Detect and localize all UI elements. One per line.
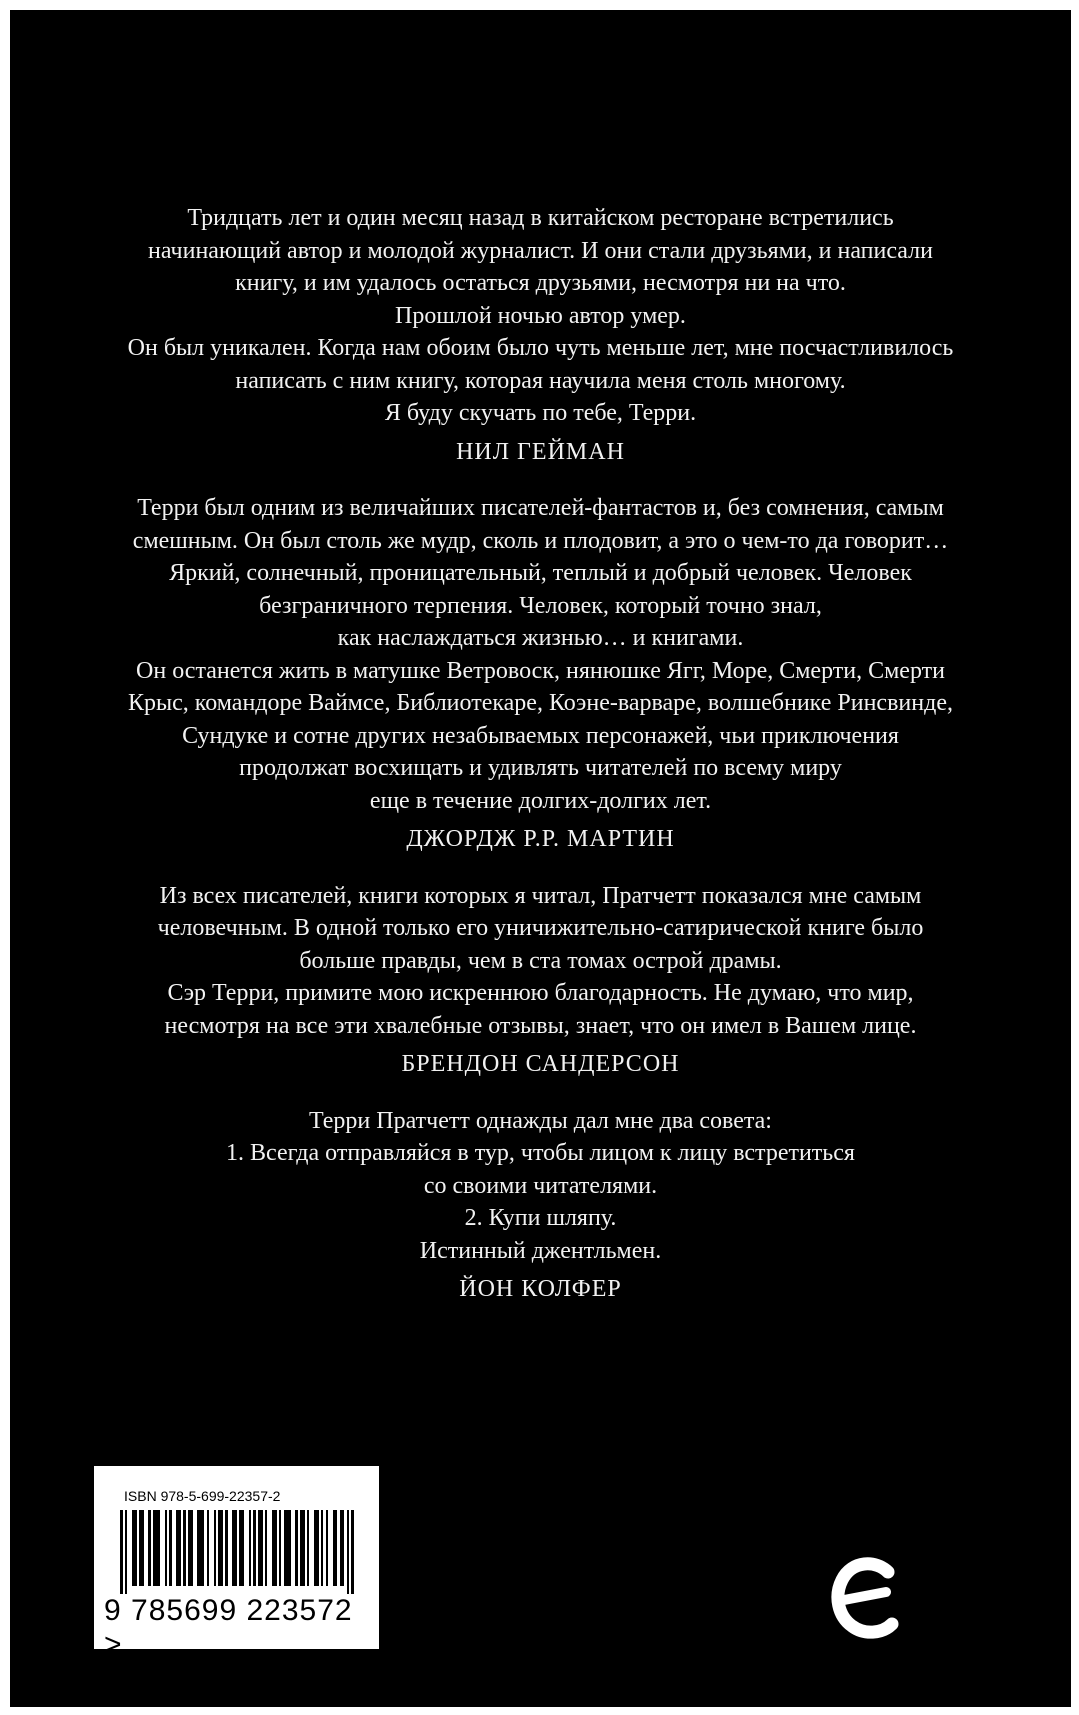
barcode-bar bbox=[179, 1510, 181, 1586]
quote-line: Яркий, солнечный, проницательный, теплый и добрый человек. Человек bbox=[169, 560, 912, 586]
barcode-bar bbox=[214, 1510, 216, 1586]
quote-block bbox=[20, 880, 1061, 1081]
barcode-bar bbox=[333, 1510, 335, 1586]
barcode-bar bbox=[141, 1510, 144, 1586]
barcode-bar bbox=[235, 1510, 237, 1586]
quote-line: Прошлой ночью автор умер. bbox=[395, 302, 686, 329]
barcode-bar bbox=[218, 1510, 221, 1586]
barcode-bar bbox=[265, 1510, 267, 1586]
barcode-bar bbox=[232, 1510, 235, 1586]
barcode-bar bbox=[347, 1510, 349, 1594]
quotes-section bbox=[20, 202, 1061, 1330]
barcode-bar bbox=[190, 1510, 193, 1586]
quote-line: 2. Купи шляпу. bbox=[464, 1205, 617, 1231]
eksmo-logo-icon bbox=[830, 1550, 900, 1646]
barcode-bar bbox=[183, 1510, 186, 1586]
quote-line: Сэр Терри, примите мою искреннюю благодарность. Не думаю, что мир, bbox=[167, 980, 914, 1006]
barcode-bar bbox=[284, 1510, 286, 1586]
barcode-bar bbox=[260, 1510, 263, 1586]
quote-line: Из всех писателей, книги которых я читал, Пратчетт показался мне самым bbox=[159, 882, 922, 909]
quote-line: больше правды, чем в ста томах острой драмы. bbox=[299, 947, 782, 974]
barcode-bar bbox=[155, 1510, 158, 1586]
barcode-bar bbox=[120, 1510, 123, 1594]
barcode-bar bbox=[153, 1510, 155, 1586]
quote-line: Терри был одним из величайших писателей-фантастов и, без сомнения, самым bbox=[137, 495, 944, 521]
barcode-bar bbox=[197, 1510, 200, 1586]
quote-line: 1. Всегда отправляйся в тур, чтобы лицом к лицу встретиться bbox=[226, 1140, 855, 1166]
quote-line: безграничного терпения. Человек, который точно знал, bbox=[259, 592, 822, 619]
barcode-bar bbox=[288, 1510, 291, 1586]
barcode-bar bbox=[279, 1510, 281, 1586]
barcode-bar bbox=[314, 1510, 316, 1586]
quote-line: Он останется жить в матушке Ветровоск, нянюшке Ягг, Море, Смерти, Смерти bbox=[136, 657, 945, 684]
barcode-bar bbox=[272, 1510, 274, 1586]
barcode-bar bbox=[326, 1510, 328, 1586]
quote-line: как наслаждаться жизнью… и книгами. bbox=[337, 625, 744, 651]
quote-line: еще в течение долгих-долгих лет. bbox=[369, 787, 712, 814]
quote-line: продолжат восхищать и удивлять читателей по всему миру bbox=[239, 755, 842, 781]
barcode-bar bbox=[176, 1510, 179, 1586]
barcode-bar bbox=[316, 1510, 319, 1586]
barcode-bar bbox=[202, 1510, 204, 1586]
barcode-bar bbox=[207, 1510, 209, 1586]
barcode-bar bbox=[307, 1510, 309, 1586]
quote-line: Тридцать лет и один месяц назад в китайском ресторане встретились bbox=[187, 205, 894, 231]
quote-line: Терри Пратчетт однажды дал мне два совета: bbox=[309, 1107, 772, 1134]
barcode-bar bbox=[200, 1510, 202, 1586]
barcode-bar bbox=[134, 1510, 137, 1586]
quote-line: Сундуке и сотне других незабываемых персонажей, чьи приключения bbox=[182, 722, 899, 749]
barcode-bar bbox=[125, 1510, 127, 1594]
isbn-label: ISBN 978-5-699-22357-2 bbox=[124, 1488, 281, 1504]
barcode-bar bbox=[158, 1510, 160, 1586]
barcode-bar bbox=[321, 1510, 323, 1586]
barcode-bar bbox=[258, 1510, 260, 1586]
quote-line: Истинный джентльмен. bbox=[419, 1237, 662, 1264]
barcode-bar bbox=[300, 1510, 302, 1586]
quote-line: Крыс, командоре Ваймсе, Библиотекаре, Коэне-варваре, волшебнике Ринсвинде, bbox=[128, 690, 953, 716]
barcode-bar bbox=[221, 1510, 223, 1586]
barcode-bar bbox=[274, 1510, 277, 1586]
quote-author: НИЛ ГЕЙМАН bbox=[456, 438, 625, 465]
barcode-digits: 9 785699 223572 > bbox=[104, 1594, 353, 1661]
quote-block bbox=[20, 492, 1061, 856]
barcode-box bbox=[94, 1466, 379, 1661]
quote-line: смешным. Он был столь же мудр, сколь и плодовит, а это о чем-то да говорит… bbox=[132, 527, 949, 554]
barcode-bar bbox=[225, 1510, 228, 1586]
barcode-bar bbox=[239, 1510, 242, 1586]
barcode-bars bbox=[112, 1510, 362, 1594]
barcode-bar bbox=[148, 1510, 151, 1586]
barcode-bar bbox=[169, 1510, 172, 1586]
quote-author: БРЕНДОН САНДЕРСОН bbox=[401, 1051, 680, 1077]
quote-line: написать с ним книгу, которая научила меня столь многому. bbox=[235, 367, 846, 394]
barcode-bar bbox=[302, 1510, 305, 1586]
barcode-bar bbox=[340, 1510, 342, 1586]
quote-author: ДЖОРДЖ Р.Р. МАРТИН bbox=[406, 826, 675, 852]
quote-line: несмотря на все эти хвалебные отзывы, знает, что он имел в Вашем лице. bbox=[164, 1012, 917, 1039]
barcode-bar bbox=[132, 1510, 134, 1586]
barcode-bar bbox=[335, 1510, 337, 1586]
barcode-bar bbox=[188, 1510, 190, 1586]
barcode-bar bbox=[165, 1510, 167, 1586]
quote-block bbox=[20, 202, 1061, 468]
book-back-cover bbox=[10, 10, 1071, 1707]
quote-line: со своими читателями. bbox=[423, 1172, 658, 1199]
quote-line: начинающий автор и молодой журналист. И они стали друзьями, и написали bbox=[148, 237, 933, 264]
quote-line: Я буду скучать по тебе, Терри. bbox=[384, 400, 697, 426]
quote-block bbox=[20, 1105, 1061, 1306]
quote-line: человечным. В одной только его уничижительно-сатирической книге было bbox=[157, 915, 924, 941]
quote-author: ЙОН КОЛФЕР bbox=[459, 1276, 622, 1302]
barcode-bar bbox=[253, 1510, 256, 1586]
quote-line: Он был уникален. Когда нам обоим было чуть меньше лет, мне посчастливилось bbox=[127, 335, 954, 361]
barcode-bar bbox=[139, 1510, 141, 1586]
barcode-bar bbox=[295, 1510, 298, 1586]
barcode-bar bbox=[351, 1510, 354, 1594]
barcode-bar bbox=[242, 1510, 244, 1586]
quote-line: книгу, и им удалось остаться друзьями, несмотря ни на что. bbox=[235, 270, 846, 296]
barcode-bar bbox=[286, 1510, 288, 1586]
barcode-bar bbox=[249, 1510, 251, 1586]
barcode-bar bbox=[342, 1510, 344, 1586]
